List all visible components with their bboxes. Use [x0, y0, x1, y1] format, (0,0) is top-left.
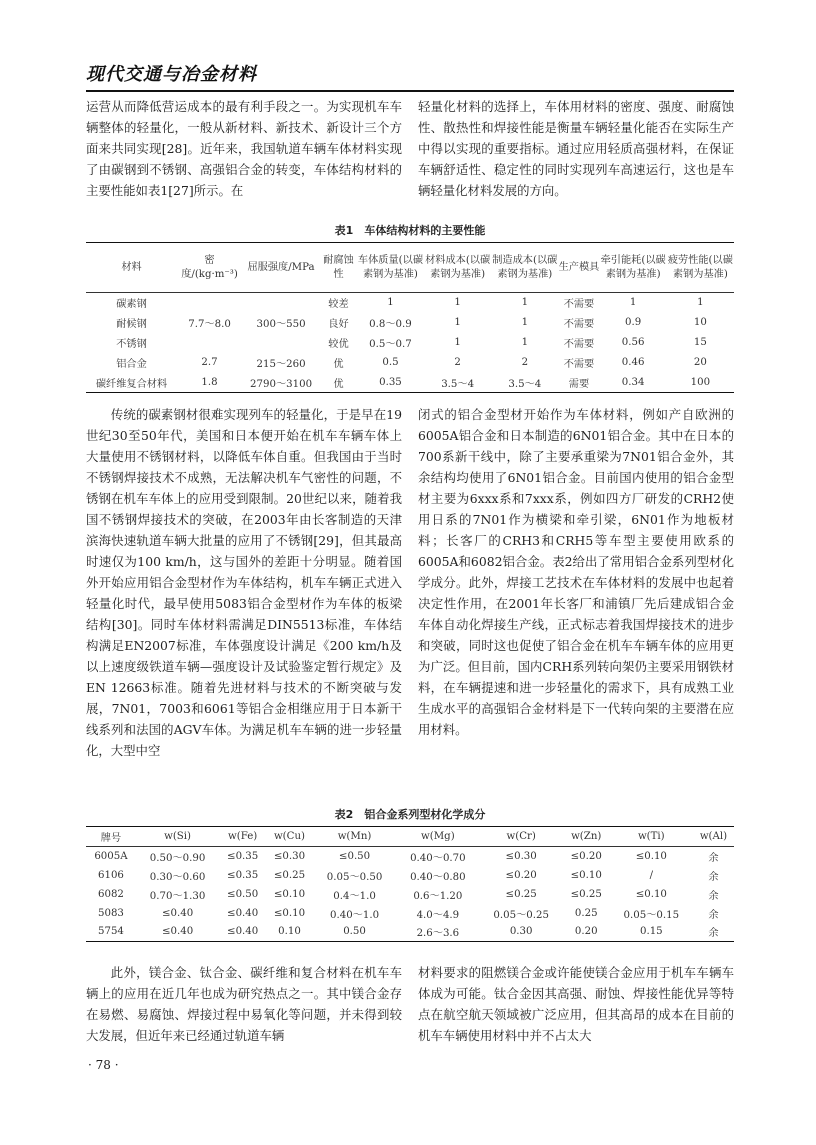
section-3: [86, 962, 734, 1046]
section-2-right: 闭式的铝合金型材开始作为车体材料，例如产自欧洲的6005A铝合金和日本制造的6N01铝合金。其中在日本的700系新干线中，除了主要承重梁为7N01铝合金外，其余结构均使用了6N01铝合金。目前国内使用的铝合金型材主要为6xxx系和7xxx系，例如四方厂研发的CRH2使用日系的7N01作为横梁和牵引梁，6N01作为地板材料；长客厂的CRH3和CRH5等车型主要使用欧系的6005A和6082铝合金。表2给出了常用铝合金系列型材化学成分。此外，焊接工艺技术在车体材料的发展中也起着决定性作用，在2001年长客厂和浦镇厂先后建成铝合金车体自动化焊接生产线，正式标志着我国焊接技术的进步和突破，同时这也促使了铝合金在机车车辆车体的应用更为广泛。但目前，国内CRH系列转向架仍主要采用钢铁材料，在车辆提速和进一步轻量化的需求下，具有成熟工业生成水平的高强铝合金材料是下一代转向架的主要潜在应用材料。: [418, 407, 734, 737]
t2-cell: ≤0.25: [570, 888, 602, 900]
table-2: [86, 826, 734, 942]
t2-cell: ≤0.40: [161, 907, 194, 919]
t1-header: 材料: [86, 243, 177, 293]
t1-cell: 1: [387, 297, 394, 309]
t1-cell: 300～550: [256, 319, 306, 331]
t1-cell: 2: [454, 357, 461, 368]
t2-header: 牌号: [86, 827, 136, 847]
t2-cell: 0.50～0.90: [149, 852, 206, 864]
t1-cell: 1: [629, 297, 637, 309]
t1-cell: 0.5～0.7: [369, 339, 412, 350]
table-row: [86, 353, 734, 373]
t2-cell: 余: [708, 852, 719, 864]
t1-header: 耐腐蚀性: [320, 243, 357, 293]
t1-cell: 1: [521, 297, 529, 309]
t1-cell: 15: [693, 337, 707, 348]
t1-cell: 0.9: [625, 317, 642, 328]
t1-cell: 0.56: [621, 337, 645, 348]
t2-header: w(Ti): [610, 827, 693, 847]
t2-cell: ≤0.35: [227, 850, 259, 862]
table-row: [86, 373, 734, 393]
section-3-left: 此外，镁合金、钛合金、碳纤维和复合材料在机车车辆上的应用在近几年也成为研究热点之一。其中镁合金存在易燃、易腐蚀、焊接过程中易氧化等问题，并未得到较大发展，但近年来已经通过轨道车辆: [86, 965, 402, 1043]
t1-header: 车体质量(以碳素钢为基准): [357, 243, 424, 293]
t1-cell: 铝合金: [116, 359, 147, 370]
t2-cell: ≤0.25: [273, 869, 306, 881]
t2-cell: ≤0.40: [227, 907, 259, 919]
table-2-caption: 表2 铝合金系列型材化学成分: [334, 808, 486, 821]
t1-header: 疲劳性能(以碳素钢为基准): [667, 243, 734, 293]
t2-cell: 0.20: [574, 926, 598, 938]
t2-cell: 6082: [97, 888, 124, 900]
t2-cell: 4.0～4.9: [416, 909, 460, 921]
t2-cell: /: [649, 869, 654, 881]
t2-cell: 0.40～1.0: [330, 909, 380, 921]
t2-cell: 0.6～1.20: [413, 890, 463, 902]
t1-cell: 215～260: [256, 359, 306, 370]
section-1-right: 轻量化材料的选择上，车体用材料的密度、强度、耐腐蚀性、散热性和焊接性能是衡量车辆轻量化能否在实际生产中得以实现的重要指标。通过应用轻质高强材料，在保证车辆舒适性、稳定性的同时实现列车高速运行，这也是车辆轻量化材料发展的方向。: [418, 99, 734, 198]
t1-cell: 1: [521, 317, 529, 328]
table-row: [86, 904, 734, 923]
table-row: [86, 847, 734, 866]
table-row: [86, 866, 734, 885]
t2-cell: 2.6～3.6: [416, 928, 460, 940]
t2-cell: 6005A: [94, 850, 128, 862]
t1-cell: 1: [697, 297, 704, 309]
t1-cell: 不锈钢: [116, 339, 147, 350]
t1-cell: 0.46: [621, 357, 645, 368]
section-2: [86, 404, 734, 761]
t1-cell: 2: [521, 357, 529, 368]
t1-cell: 0.8～0.9: [369, 319, 412, 330]
t2-cell: ≤0.25: [505, 888, 537, 900]
t1-cell: 2.7: [201, 357, 218, 368]
t1-cell: 10: [693, 317, 707, 328]
t2-cell: 0.40～0.80: [410, 871, 466, 883]
t1-cell: 较优: [328, 339, 349, 350]
t1-cell: 100: [690, 376, 711, 388]
t1-cell: 7.7～8.0: [188, 319, 231, 331]
t2-header: w(Cu): [266, 827, 313, 847]
t2-cell: ≤0.10: [635, 888, 667, 900]
t2-cell: 0.10: [278, 926, 301, 938]
t2-cell: ≤0.20: [505, 869, 537, 881]
t2-cell: ≤0.40: [227, 926, 259, 938]
t2-cell: 0.05～0.50: [326, 871, 383, 883]
t1-cell: 20: [693, 357, 707, 368]
t1-cell: 碳纤维复合材料: [95, 378, 168, 390]
t2-cell: 5754: [97, 926, 124, 938]
t2-cell: 0.30～0.60: [149, 871, 206, 883]
t2-cell: ≤0.10: [273, 907, 306, 919]
t2-header: w(Al): [693, 827, 734, 847]
t1-cell: 优: [333, 378, 344, 390]
t2-cell: 0.70～1.30: [149, 890, 206, 902]
t1-cell: 0.34: [621, 376, 645, 388]
t2-cell: 余: [708, 890, 719, 902]
t1-cell: 不需要: [563, 339, 595, 350]
t2-cell: 余: [708, 928, 719, 940]
t2-cell: 余: [708, 871, 719, 883]
t1-cell: 3.5～4: [508, 378, 542, 390]
t2-cell: ≤0.30: [273, 850, 306, 862]
t2-cell: 0.4～1.0: [333, 890, 376, 902]
t2-header: w(Zn): [563, 827, 610, 847]
t2-cell: 0.05～0.25: [493, 909, 549, 921]
t1-cell: 需要: [568, 378, 590, 390]
t1-cell: 不需要: [563, 359, 595, 370]
table-row: [86, 885, 734, 904]
t2-cell: ≤0.30: [505, 850, 537, 862]
section-2-left: 传统的碳素钢材很难实现列车的轻量化，于是早在19世纪30至50年代，美国和日本便开始在机车车辆车体上大量使用不锈钢材料，以降低车体自重。但我国由于当时不锈钢焊接技术不成熟，无法解决机车气密性的问题，不锈钢在机车车体上的应用受到限制。20世纪以来，随着我国不锈钢焊接技术的突破，在2003年由长客制造的天津滨海快速轨道车辆大批量的应用了不锈钢[29]，但其最高时速仅为100 km/h，这与国外的差距十分明显。随着国外开始应用铝合金型材作为车体结构，机车车辆正式进入轻量化时代，最早使用5083铝合金型材作为车体的板梁结构[30]。同时车体材料需满足DIN5513标准，车体结构满足EN2007标准，车体强度设计满足《200 km/h及以上速度级铁道车辆—强度设计及试验鉴定暂行规定》及EN 12663标准。随着先进材料与技术的不断突破与发展，7N01，7003和6061等铝合金相继应用于日本新干线系列和法国的AGV车体。为满足机车车辆的进一步轻量化，大型中空: [86, 407, 402, 758]
table-1-caption: 表1 车体结构材料的主要性能: [334, 224, 486, 237]
t2-cell: 0.50: [343, 926, 366, 938]
t1-cell: 1: [454, 337, 461, 348]
table-1: [86, 242, 734, 393]
t1-header: 屈服强度/MPa: [242, 243, 320, 293]
t2-cell: 0.40～0.70: [410, 852, 466, 864]
t2-cell: 0.30: [509, 926, 533, 938]
t2-cell: 0.05～0.15: [623, 909, 680, 921]
t2-cell: 0.15: [639, 926, 663, 938]
t1-cell: 0.5: [382, 357, 399, 368]
t2-cell: 0.25: [574, 907, 598, 919]
t2-cell: ≤0.10: [635, 850, 667, 862]
t2-cell: ≤0.40: [161, 926, 194, 938]
t2-cell: 5083: [97, 907, 124, 919]
t1-cell: 1: [521, 337, 529, 348]
table-2-header-row: [86, 827, 734, 847]
t2-header: w(Si): [136, 827, 219, 847]
t1-cell: 较差: [328, 299, 349, 311]
t2-cell: 6106: [97, 869, 124, 881]
t1-cell: 优: [333, 359, 344, 370]
t2-cell: 余: [708, 909, 719, 921]
t1-header: 制造成本(以碳素钢为基准): [491, 243, 558, 293]
t2-header: w(Mn): [313, 827, 396, 847]
table-row: [86, 293, 734, 313]
page-number: · 78 ·: [88, 1058, 119, 1072]
t1-cell: 3.5～4: [441, 378, 475, 390]
t1-cell: 不需要: [563, 299, 595, 311]
t2-cell: ≤0.10: [273, 888, 306, 900]
t1-cell: 不需要: [563, 319, 595, 330]
t1-cell: 1: [454, 317, 461, 328]
t1-cell: 耐候钢: [116, 319, 147, 330]
t1-cell: 1.8: [201, 376, 218, 388]
t1-cell: 2790～3100: [250, 378, 313, 390]
t1-cell: 碳素钢: [116, 299, 147, 311]
table-row: [86, 923, 734, 942]
t1-cell: 良好: [328, 319, 349, 330]
t1-cell: 1: [454, 297, 461, 309]
t1-header: 牵引能耗(以碳素钢为基准): [600, 243, 667, 293]
section-1-left: 运营从而降低营运成本的最有利手段之一。为实现机车车辆整体的轻量化，一般从新材料、新技术、新设计三个方面来共同实现[28]。近年来，我国轨道车辆车体材料实现了由碳钢到不锈钢、高强铝合金的转变，车体结构材料的主要性能如表1[27]所示。在: [86, 99, 402, 198]
t2-cell: ≤0.50: [338, 850, 371, 862]
t2-header: w(Fe): [219, 827, 266, 847]
t2-header: w(Cr): [480, 827, 563, 847]
t1-header: 材料成本(以碳素钢为基准): [424, 243, 491, 293]
section-3-right: 材料要求的阻燃镁合金或许能使镁合金应用于机车车辆车体成为可能。钛合金因其高强、耐蚀、焊接性能优异等特点在航空航天领域被广泛应用，但其高昂的成本在目前的机车车辆使用材料中并不占太大: [418, 965, 734, 1043]
section-1: [86, 96, 734, 201]
t1-header: 密度/(kg·m⁻³): [177, 243, 242, 293]
t1-cell: 0.35: [379, 376, 402, 388]
header-rule: [86, 90, 734, 92]
journal-logo: 现代交通与冶金材料: [86, 64, 257, 85]
table-1-header-row: [86, 243, 734, 293]
t2-cell: ≤0.10: [570, 869, 602, 881]
t1-header: 生产模具: [558, 243, 599, 293]
t2-cell: ≤0.20: [570, 850, 602, 862]
t2-cell: ≤0.50: [227, 888, 259, 900]
t2-header: w(Mg): [396, 827, 479, 847]
t2-cell: ≤0.35: [227, 869, 259, 881]
